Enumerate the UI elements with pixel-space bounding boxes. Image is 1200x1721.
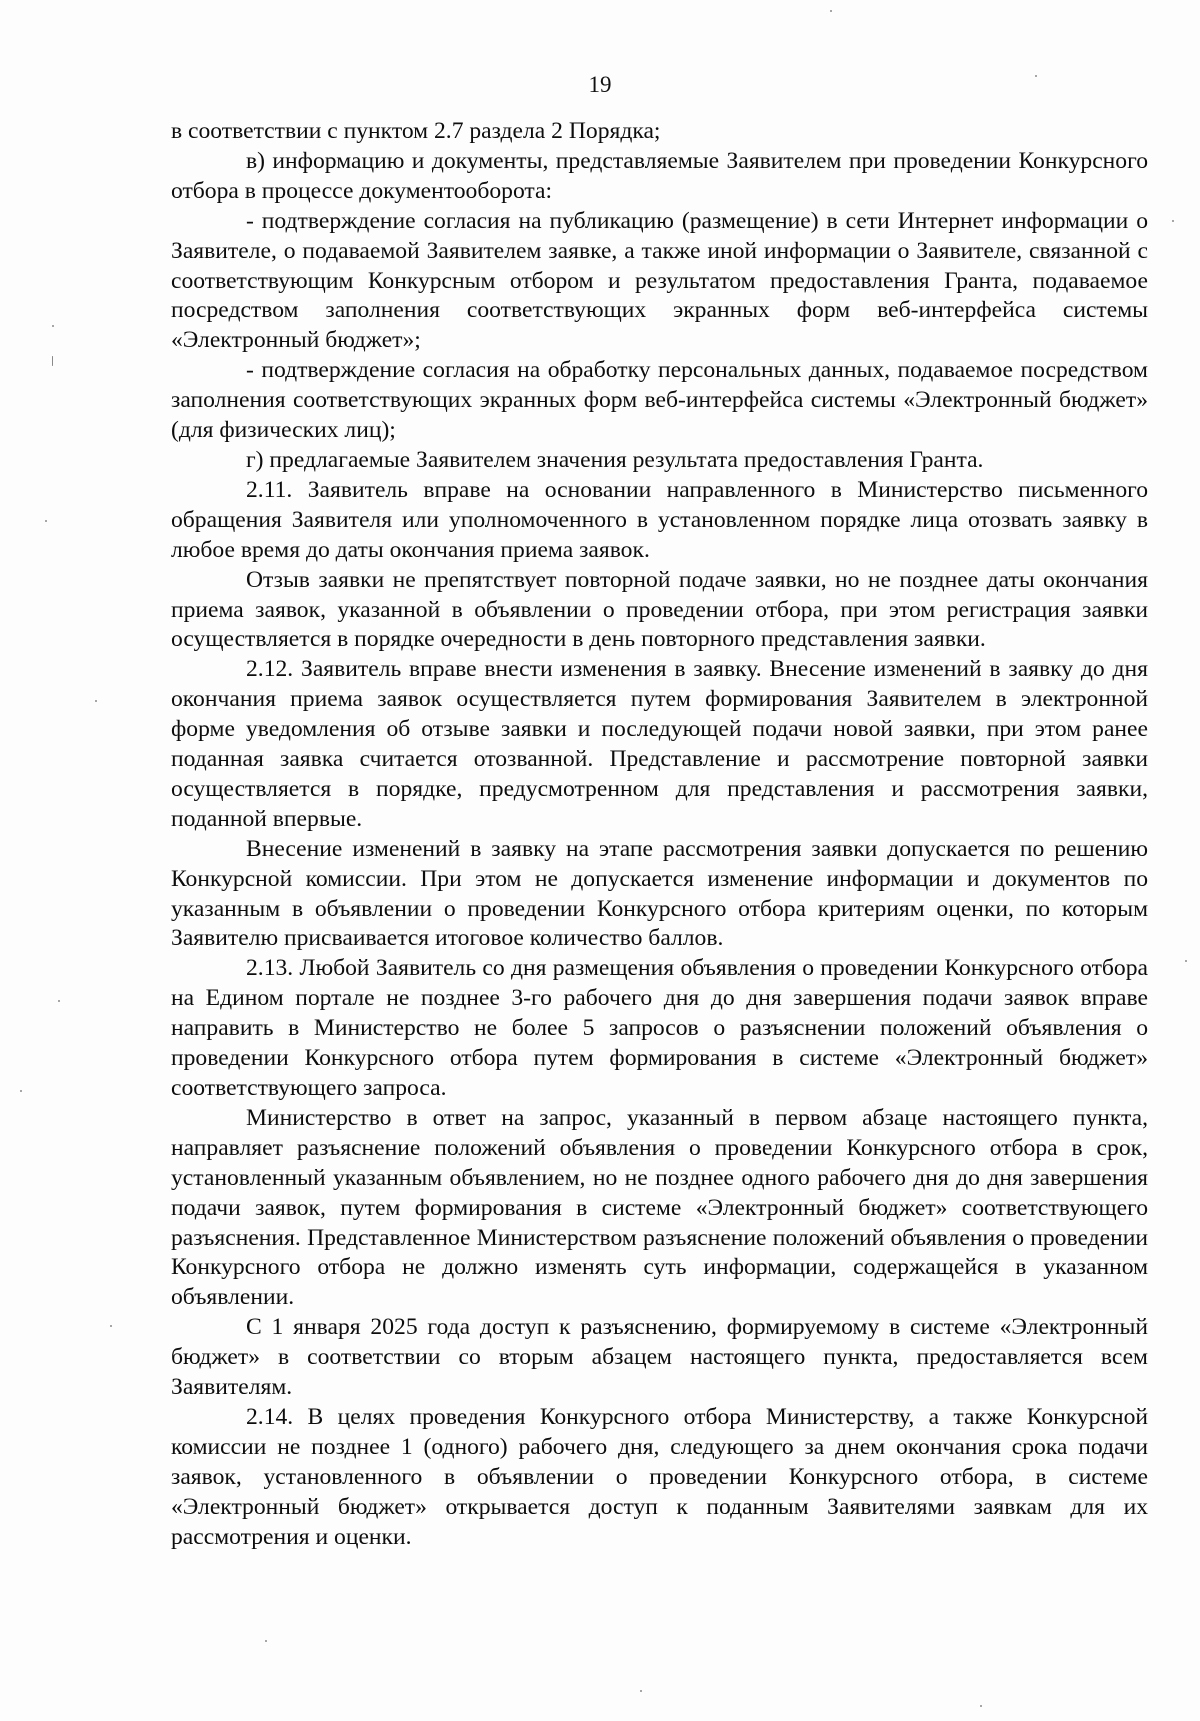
paragraph-2025-access: С 1 января 2025 года доступ к разъяснению, формируемому в системе «Электронный бюджет» в соответствии со вторым абзацем настоящего пункта, предоставляется всем Заявителям. bbox=[171, 1314, 1148, 1401]
scan-speck bbox=[52, 356, 53, 366]
paragraph-changes-review: Внесение изменений в заявку на этапе рассмотрения заявки допускается по решению Конкурсной комиссии. При этом не допускается изменение информации и документов по указанным в объявлении о проведении Конкурсного отбора критериям оценки, по которым Заявителю присваивается итоговое количество баллов. bbox=[171, 835, 1148, 952]
scan-speck bbox=[20, 1090, 22, 1092]
paragraph-2-12: 2.12. Заявитель вправе внести изменения в заявку. Внесение изменений в заявку до дня окончания приема заявок осуществляется путем формирования Заявителем в электронной форме уведомления об отзыве заявки и последующей подачи новой заявки, при этом ранее поданная заявка считается отозванной. Представление и рассмотрение повторной заявки осуществляется в порядке, предусмотренном для представления и рассмотрения заявки, поданной впервые. bbox=[171, 656, 1148, 832]
paragraph-2-14: 2.14. В целях проведения Конкурсного отбора Министерству, а также Конкурсной комиссии не позднее 1 (одного) рабочего дня, следующего за днем окончания срока подачи заявок, установленного в объявлении о проведении Конкурсного отбора, в системе «Электронный бюджет» открывается доступ к поданным Заявителями заявкам для их рассмотрения и оценки. bbox=[171, 1403, 1148, 1550]
scan-speck bbox=[58, 1000, 60, 1002]
scan-speck bbox=[95, 700, 97, 702]
paragraph-item-g: г) предлагаемые Заявителем значения результата предоставления Гранта. bbox=[246, 446, 984, 473]
scan-speck bbox=[110, 1325, 112, 1327]
scan-speck bbox=[265, 1640, 267, 1642]
scan-speck bbox=[45, 520, 47, 522]
document-body bbox=[171, 117, 1148, 1553]
paragraph-consent-personal-data: - подтверждение согласия на обработку персональных данных, подаваемое посредством заполнения соответствующих экранных форм веб-интерфейса системы «Электронный бюджет» (для физических лиц); bbox=[171, 357, 1148, 444]
page-number: 19 bbox=[588, 72, 612, 97]
paragraph-withdrawal: Отзыв заявки не препятствует повторной подаче заявки, но не позднее даты окончания приема заявок, указанной в объявлении о проведении отбора, при этом регистрация заявки осуществляется в порядке очередности в день повторного представления заявки. bbox=[171, 566, 1148, 653]
paragraph-consent-publication: - подтверждение согласия на публикацию (размещение) в сети Интернет информации о Заявителе, о подаваемой Заявителем заявке, а также иной информации о Заявителе, связанной с соответствующим Конкурсным отбором и результатом предоставления Гранта, подаваемое посредством заполнения соответствующих экранных форм веб-интерфейса системы «Электронный бюджет»; bbox=[171, 207, 1148, 354]
scan-speck bbox=[1035, 75, 1037, 77]
paragraph-continuation: в соответствии с пунктом 2.7 раздела 2 Порядка; bbox=[171, 118, 661, 144]
paragraph-item-v: в) информацию и документы, представляемые Заявителем при проведении Конкурсного отбора в процессе документооборота: bbox=[171, 147, 1148, 204]
scan-speck bbox=[640, 1690, 642, 1692]
scan-speck bbox=[1172, 220, 1174, 222]
paragraph-2-11: 2.11. Заявитель вправе на основании направленного в Министерство письменного обращения Заявителя или уполномоченного в установленном порядке лица отозвать заявку в любое время до даты окончания приема заявок. bbox=[171, 476, 1148, 563]
scan-speck bbox=[980, 1705, 982, 1707]
scan-speck bbox=[1185, 960, 1187, 962]
paragraph-ministry-response: Министерство в ответ на запрос, указанный в первом абзаце настоящего пункта, направляет разъяснение положений объявления о проведении Конкурсного отбора в срок, установленный указанным объявлением, но не позднее одного рабочего дня до дня завершения подачи заявок, путем формирования в системе «Электронный бюджет» соответствующего разъяснения. Представленное Министерством разъяснение положений объявления о проведении Конкурсного отбора не должно изменять суть информации, содержащейся в указанном объявлении. bbox=[171, 1104, 1148, 1311]
paragraph-2-13: 2.13. Любой Заявитель со дня размещения объявления о проведении Конкурсного отбора на Едином портале не позднее 3-го рабочего дня до дня завершения подачи заявок вправе направить в Министерство не более 5 запросов о разъяснении положений объявления о проведении Конкурсного отбора путем формирования в системе «Электронный бюджет» соответствующего запроса. bbox=[171, 955, 1148, 1101]
scan-speck bbox=[52, 325, 54, 327]
scan-speck bbox=[830, 10, 832, 12]
